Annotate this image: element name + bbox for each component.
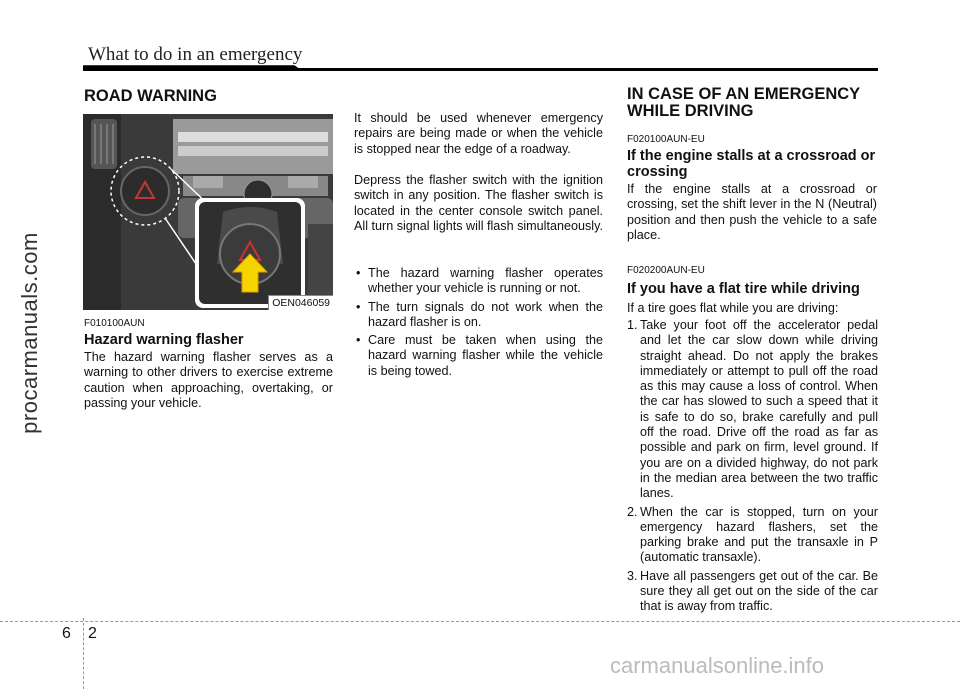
page-number: 2 <box>88 625 97 642</box>
code-f020200aun-eu: F020200AUN-EU <box>627 265 705 276</box>
list-item: 2. When the car is stopped, turn on your emergency hazard flashers, set the parking brake and put the transaxle in P (automatic transaxle). <box>627 504 878 565</box>
footer-watermark: carmanualsonline.info <box>610 653 825 678</box>
list-item: 3. Have all passengers get out of the car. Be sure they all get out on the side of the car that is away from traffic. <box>627 568 878 614</box>
list-item: • Care must be taken when using the hazard warning flasher while the vehicle is being towed. <box>356 333 603 378</box>
section-title-road-warning: ROAD WARNING <box>84 87 217 105</box>
flat-tire-steps <box>627 318 878 618</box>
code-f010100aun: F010100AUN <box>84 318 145 329</box>
subhead-engine-stalls: If the engine stalls at a crossroad or crossing <box>627 148 876 180</box>
engine-stalls-paragraph: If the engine stalls at a crossroad or crossing, set the shift lever in the N (Neutral) position and then push the vehicle to a safe place. <box>627 182 877 242</box>
section-title-emergency-driving: IN CASE OF AN EMERGENCY WHILE DRIVING <box>627 85 860 120</box>
code-f020100aun-eu: F020100AUN-EU <box>627 134 705 145</box>
list-item: 1. Take your foot off the accelerator pedal and let the car slow down while driving straight ahead. Do not apply the brakes immediately or attempt to pull off the road as this may cause a loss of control. When the car has slowed to such a speed that it is safe to do so, brake carefully and pull off the road. Drive off the road as far as possible and park on firm, level ground. If you are on a divided highway, do not park in the median area between the two traffic lanes. <box>627 318 878 501</box>
list-item: • The turn signals do not work when the hazard flasher is on. <box>356 299 603 329</box>
subhead-flat-tire: If you have a flat tire while driving <box>627 281 860 297</box>
hazard-switch-illustration <box>83 114 333 310</box>
flat-tire-intro: If a tire goes flat while you are driving: <box>627 301 839 315</box>
hazard-notes-list <box>354 266 603 382</box>
hazard-switch-photo <box>83 114 333 310</box>
header-rule <box>83 68 878 71</box>
footer-vertical-divider <box>83 618 84 689</box>
list-item: • The hazard warning flasher operates whether your vehicle is running or not. <box>356 266 603 296</box>
page-section-number: 6 <box>62 625 71 642</box>
sidebar-watermark-url: procarmanuals.com <box>17 232 42 434</box>
header-title: What to do in an emergency <box>88 44 303 65</box>
middle-paragraph-1: It should be used whenever emergency repairs are being made or when the vehicle is stopped near the edge of a roadway. <box>354 111 603 156</box>
image-label: OEN046059 <box>268 295 333 310</box>
footer-divider <box>0 621 960 622</box>
subhead-hazard-warning-flasher: Hazard warning flasher <box>84 332 244 348</box>
hazard-flasher-description: The hazard warning flasher serves as a warning to other drivers to exercise extreme caution when approaching, overtaking, or passing your vehicle. <box>84 350 333 410</box>
middle-paragraph-2: Depress the flasher switch with the ignition switch in any position. The flasher switch is located in the center console switch panel. All turn signal lights will flash simultaneously. <box>354 173 603 233</box>
